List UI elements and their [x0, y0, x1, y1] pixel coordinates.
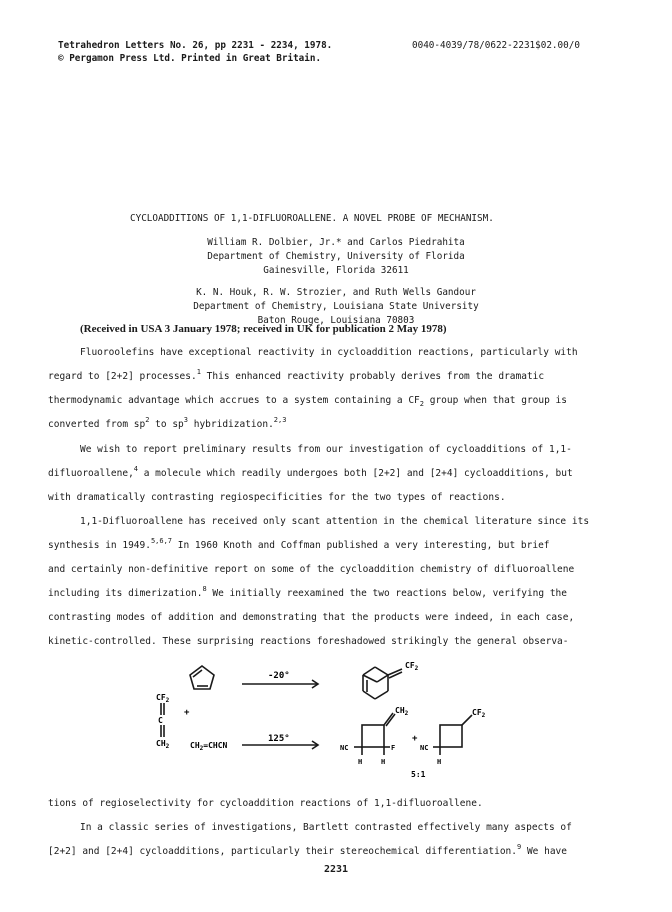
copyright-notice: © Pergamon Press Ltd. Printed in Great Britain.: [58, 53, 322, 64]
allene-ch2-label: $CH_2$: [156, 739, 170, 750]
body-line: difluoroallene,$^4$ a molecule which readily undergoes both [2+2] and [2+4] cycloadditions, but: [48, 465, 573, 479]
body-line: Fluoroolefins have exceptional reactivity in cycloaddition reactions, particularly with: [80, 347, 578, 358]
product1-nc-label: NC: [340, 744, 349, 752]
acrylonitrile-label: $CH_2=CHCN$: [190, 741, 228, 752]
plus-sign: +: [184, 708, 190, 718]
product1-h-label-1: H: [358, 758, 363, 766]
allene-c-label: C: [158, 716, 163, 725]
plus-sign-2: +: [412, 734, 418, 744]
author-line-1: William R. Dolbier, Jr.* and Carlos Piedrahita: [207, 237, 465, 248]
bicyclic-product: [363, 667, 402, 699]
body-line: In a classic series of investigations, Bartlett contrasted effectively many aspects of: [80, 822, 572, 833]
page-number: 2231: [323, 864, 349, 875]
body-line: including its dimerization.$^8$ We initially reexamined the two reactions below, verifying the: [48, 585, 567, 599]
body-line: We wish to report preliminary results from our investigation of cycloadditions of 1,1-: [80, 444, 572, 455]
body-line: regard to [2+2] processes.$^1$ This enhanced reactivity probably derives from the dramatic: [48, 368, 545, 382]
affiliation-city-2: Baton Rouge, Louisiana 70803: [257, 315, 415, 326]
product-ratio: 5:1: [411, 770, 426, 779]
reaction-scheme: [150, 655, 510, 780]
product1-ch2-label: $CH_2$: [395, 706, 409, 717]
allene-cf2-label: $CF_2$: [156, 693, 170, 704]
temperature-label-2: 125°: [268, 734, 290, 744]
cyclobutane-product-1: [354, 713, 395, 755]
product1-h-label-2: H: [381, 758, 386, 766]
affiliation-city-1: Gainesville, Florida 32611: [263, 265, 409, 276]
product1-f-label: F: [391, 744, 396, 752]
body-line: tions of regioselectivity for cycloaddition reactions of 1,1-difluoroallene.: [48, 798, 483, 809]
affiliation-dept-2: Department of Chemistry, Louisiana State University: [193, 301, 479, 312]
product2-nc-label: NC: [420, 744, 429, 752]
author-line-2: K. N. Houk, R. W. Strozier, and Ruth Wells Gandour: [196, 287, 476, 298]
article-code: 0040-4039/78/0622-2231$02.00/0: [412, 40, 580, 51]
body-line: kinetic-controlled. These surprising reactions foreshadowed strikingly the general observa-: [48, 636, 569, 647]
body-line: with dramatically contrasting regiospecificities for the two types of reactions.: [48, 492, 506, 503]
temperature-label-1: -20°: [268, 671, 290, 681]
body-line: and certainly non-definitive report on some of the cycloaddition chemistry of difluoroallene: [48, 564, 575, 575]
product2-cf2-label: $CF_2$: [472, 708, 486, 719]
body-line: [2+2] and [2+4] cycloadditions, particularly their stereochemical differentiation.$^9$ We have: [48, 843, 567, 857]
affiliation-dept-1: Department of Chemistry, University of Florida: [207, 251, 465, 262]
body-line: thermodynamic advantage which accrues to a system containing a $CF_2$ group when that group is: [48, 395, 567, 408]
article-title: CYCLOADDITIONS OF 1,1-DIFLUOROALLENE. A NOVEL PROBE OF MECHANISM.: [130, 213, 494, 224]
journal-citation: Tetrahedron Letters No. 26, pp 2231 - 2234, 1978.: [58, 40, 333, 51]
cyclobutane-product-2: [433, 715, 472, 755]
received-dates: (Received in USA 3 January 1978; received in UK for publication 2 May 1978): [80, 323, 447, 335]
body-line: converted from $sp^2$ to $sp^3$ hybridization.$^{2,3}$: [48, 416, 287, 430]
body-line: synthesis in 1949.$^{5,6,7}$ In 1960 Knoth and Coffman published a very interesting, but brief: [48, 537, 550, 551]
product-cf2-label: $CF_2$: [405, 661, 419, 672]
body-line: contrasting modes of addition and demonstrating that the products were indeed, in each case,: [48, 612, 575, 623]
body-line: 1,1-Difluoroallene has received only scant attention in the chemical literature since its: [80, 516, 590, 527]
product2-h-label: H: [437, 758, 442, 766]
